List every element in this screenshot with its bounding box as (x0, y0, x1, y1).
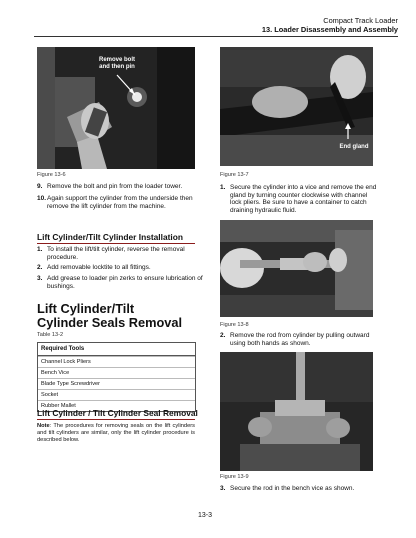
manual-title: Compact Track Loader (323, 16, 398, 25)
end-gland-callout: End gland (339, 144, 369, 150)
note-text: : The procedures for removing seals on the lift cylinders and tilt cylinders are similar, only the lift cylinder procedure is described below. (37, 423, 195, 443)
step-text: Add removable locktite to all fittings. (47, 264, 151, 271)
right-step-3 (220, 485, 380, 493)
note-label: Note (37, 423, 50, 429)
step-number: 3. (37, 275, 43, 282)
heading-rule (37, 243, 195, 244)
table-header: Required Tools (38, 343, 195, 356)
step-number: 9. (37, 183, 43, 190)
page-header (262, 16, 398, 34)
table-label: Table 13-2 (37, 332, 64, 338)
step-text: Remove the bolt and pin from the loader tower. (47, 183, 183, 190)
step-number: 10. (37, 195, 47, 202)
table-row: Socket (38, 389, 195, 400)
installation-heading: Lift Cylinder/Tilt Cylinder Installation (37, 232, 183, 242)
seals-removal-heading: Lift Cylinder/Tilt Cylinder Seals Removal (37, 301, 183, 330)
table-row: Bench Vice (38, 367, 195, 378)
remove-bolt-callout: Remove bolt and then pin (99, 57, 136, 70)
figure-13-9-image (220, 352, 373, 471)
table-row: Rubber Mallet (38, 400, 195, 411)
figure-13-8-caption: Figure 13-8 (220, 322, 249, 328)
install-step-1 (37, 246, 205, 261)
right-step-1 (220, 184, 380, 214)
step-text: Again support the cylinder from the underside then remove the lift cylinder from the machine. (47, 195, 193, 210)
install-step-3 (37, 275, 205, 290)
section-title: 13. Loader Disassembly and Assembly (261, 25, 398, 34)
step-number: 1. (37, 246, 43, 253)
step-number: 3. (220, 485, 226, 492)
step-text: To install the lift/tilt cylinder, reverse the removal procedure. (47, 246, 185, 261)
step-number: 1. (220, 184, 226, 191)
step-number: 2. (220, 332, 226, 339)
install-step-2 (37, 264, 205, 272)
table-row: Blade Type Screwdriver (38, 378, 195, 389)
table-row: Channel Lock Pliers (38, 356, 195, 367)
page-number: 13-3 (198, 512, 213, 519)
figure-13-6-photo (37, 47, 195, 169)
step-text: Secure the rod in the bench vice as shown. (230, 485, 355, 492)
step-9 (37, 183, 205, 191)
figure-13-7-photo (220, 47, 373, 166)
heading-rule (37, 419, 195, 420)
header-rule (34, 36, 398, 37)
required-tools-table (37, 342, 196, 412)
step-10 (37, 195, 205, 210)
figure-13-9-caption: Figure 13-9 (220, 474, 249, 480)
seal-removal-heading: Lift Cylinder / Tilt Cylinder Seal Removal (37, 408, 198, 418)
figure-13-8-photo (220, 220, 373, 317)
step-text: Remove the rod from cylinder by pulling outward using both hands as shown. (230, 332, 370, 347)
figure-13-8-image (220, 220, 373, 317)
figure-13-9-photo (220, 352, 373, 471)
step-text: Add grease to loader pin zerks to ensure lubrication of bushings. (47, 275, 203, 290)
step-number: 2. (37, 264, 43, 271)
note-paragraph (37, 423, 195, 444)
step-text: Secure the cylinder into a vice and remove the end gland by turning counter clockwise with channel lock pliers. Be sure to have a container to catch draining hydraulic fluid. (230, 184, 377, 214)
figure-13-7-caption: Figure 13-7 (220, 172, 249, 178)
figure-13-6-caption: Figure 13-6 (37, 172, 66, 178)
right-step-2 (220, 332, 380, 347)
